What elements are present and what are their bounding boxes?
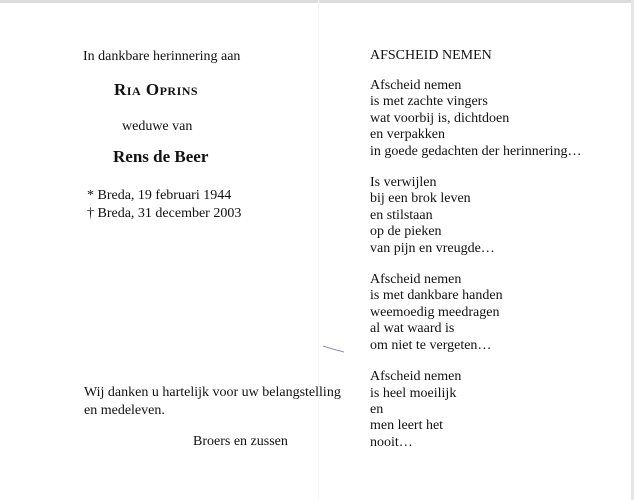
poem-stanza	[370, 272, 620, 354]
poem-line: op de pieken	[370, 224, 442, 240]
poem-line: en stilstaan	[370, 207, 433, 223]
poem-panel	[370, 48, 620, 466]
birth-line: * Breda, 19 februari 1944	[87, 188, 232, 203]
thanks-line-2: en medeleven.	[84, 403, 165, 418]
poem-stanza	[370, 175, 620, 257]
poem-line: nooit…	[370, 434, 413, 450]
poem-line: al wat waard is	[370, 321, 455, 337]
poem-line: men leert het	[370, 418, 444, 434]
poem-body	[370, 78, 620, 451]
poem-line: Afscheid nemen	[370, 369, 462, 385]
poem-line: Afscheid nemen	[370, 272, 462, 288]
poem-title: AFSCHEID NEMEN	[370, 48, 492, 63]
deceased-name: Ria Oprins	[114, 80, 199, 99]
spouse-name: Rens de Beer	[113, 147, 209, 166]
poem-line: Is verwijlen	[370, 175, 437, 191]
poem-line: weemoedig meedragen	[370, 304, 500, 320]
pen-mark	[322, 344, 346, 354]
poem-line: en verpakken	[370, 127, 446, 143]
poem-line: en	[370, 401, 384, 417]
poem-line: bij een brok leven	[370, 191, 471, 207]
poem-line: is met dankbare handen	[370, 288, 503, 304]
poem-line: is met zachte vingers	[370, 94, 488, 110]
death-line: † Breda, 31 december 2003	[87, 206, 242, 221]
poem-line: van pijn en vreugde…	[370, 240, 495, 256]
poem-line: in goede gedachten der herinnering…	[370, 143, 582, 159]
poem-line: om niet te vergeten…	[370, 337, 492, 353]
poem-line: is heel moeilijk	[370, 385, 457, 401]
intro-text: In dankbare herinnering aan	[83, 49, 241, 64]
poem-stanza	[370, 78, 620, 160]
widow-of-text: weduwe van	[122, 119, 193, 134]
signature: Broers en zussen	[193, 434, 288, 449]
thanks-line-1: Wij danken u hartelijk voor uw belangstelling	[84, 385, 341, 400]
poem-line: Afscheid nemen	[370, 78, 462, 93]
poem-line: wat voorbij is, dichtdoen	[370, 110, 510, 126]
poem-stanza	[370, 369, 620, 451]
